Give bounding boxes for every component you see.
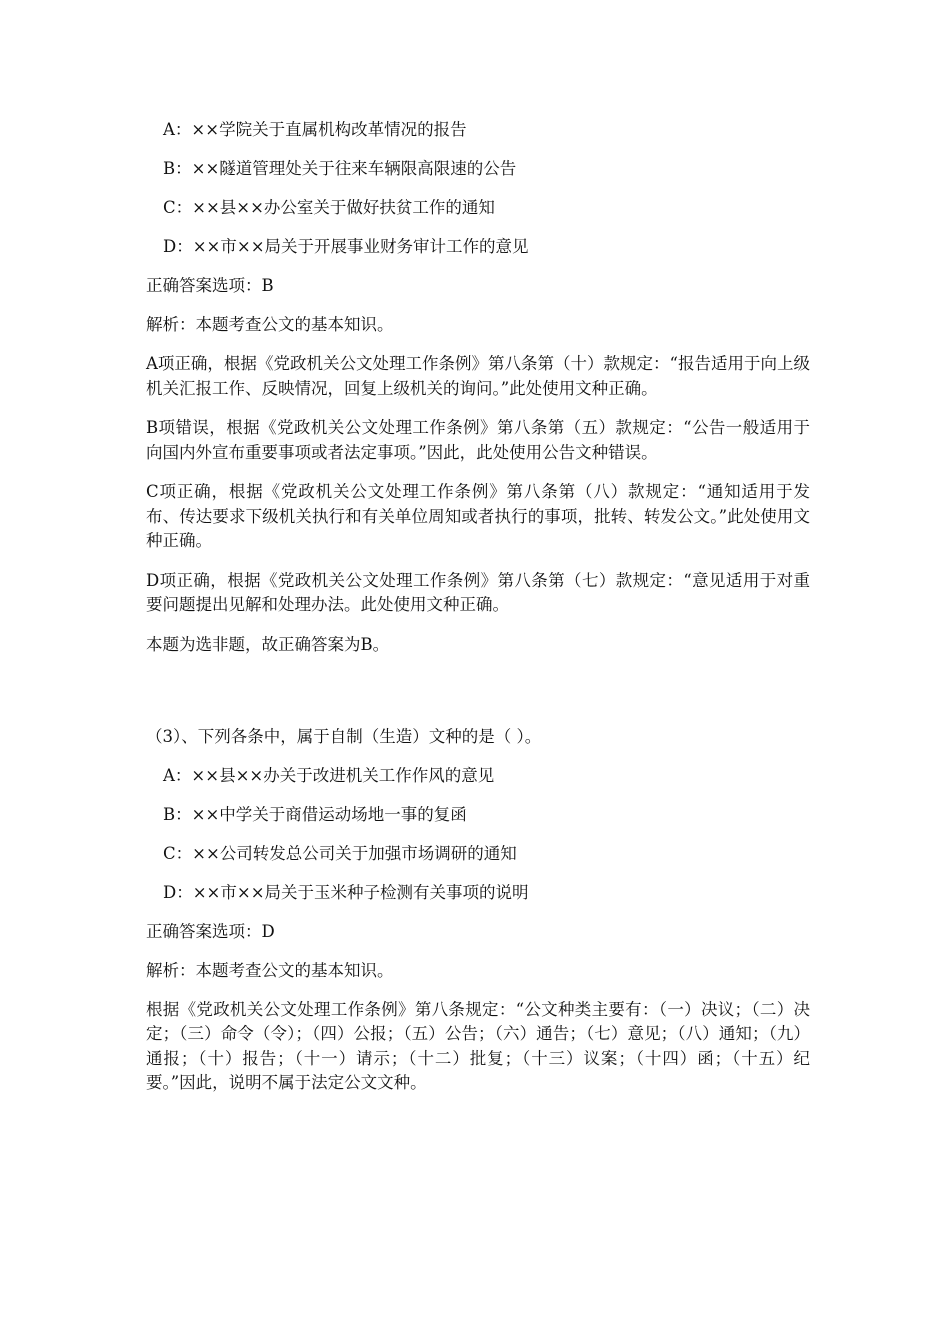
q2-analysis-intro: 解析：本题考查公文的基本知识。: [146, 315, 394, 334]
q2-option-d: D：××市××局关于开展事业财务审计工作的意见: [163, 237, 529, 256]
q3-paragraph: 根据《党政机关公文处理工作条例》第八条规定：“公文种类主要有：（一）决议；（二）决定；（三）命令（令）；（四）公报；（五）公告；（六）通告；（七）意见；（八）通知；（九）通报；（十）报告；（十一）请示；（十二）批复；（十三）议案；（十四）函；（十五）纪要。”因此，说明不属于法定公文文种。: [146, 999, 810, 1092]
q2-paragraph-b: B项错误，根据《党政机关公文处理工作条例》第八条第（五）款规定：“公告一般适用于向国内外宣布重要事项或者法定事项。”因此，此处使用公告文种错误。: [146, 418, 810, 462]
q2-answer: 正确答案选项：B: [146, 276, 274, 295]
q2-paragraph-c: C项正确，根据《党政机关公文处理工作条例》第八条第（八）款规定：“通知适用于发布、传达要求下级机关执行和有关单位周知或者执行的事项，批转、转发公文。”此处使用文种正确。: [146, 482, 810, 550]
q3-analysis-intro: 解析：本题考查公文的基本知识。: [146, 960, 394, 980]
q2-paragraph-d: D项正确，根据《党政机关公文处理工作条例》第八条第（七）款规定：“意见适用于对重要问题提出见解和处理办法。此处使用文种正确。: [146, 570, 810, 614]
q2-option-b: B：××隧道管理处关于往来车辆限高限速的公告: [163, 159, 517, 178]
q3-option-d: D：××市××局关于玉米种子检测有关事项的说明: [163, 882, 529, 902]
section-spacer: [146, 657, 810, 725]
q2-paragraph-a: A项正确，根据《党政机关公文处理工作条例》第八条第（十）款规定：“报告适用于向上级机关汇报工作、反映情况，回复上级机关的询问。”此处使用文种正确。: [146, 354, 810, 398]
q2-option-c: C：××县××办公室关于做好扶贫工作的通知: [163, 198, 495, 217]
q2-option-a: A：××学院关于直属机构改革情况的报告: [163, 120, 467, 139]
q3-option-b: B：××中学关于商借运动场地一事的复函: [163, 804, 467, 824]
q3-answer: 正确答案选项：D: [146, 921, 275, 941]
q3-option-c: C：××公司转发总公司关于加强市场调研的通知: [163, 843, 517, 863]
document-page: [146, 118, 810, 1096]
q3-question: （3）、下列各条中，属于自制（生造）文种的是（ ）。: [146, 726, 542, 746]
q3-option-a: A：××县××办关于改进机关工作作风的意见: [163, 765, 495, 785]
q2-conclusion: 本题为选非题，故正确答案为B。: [146, 634, 390, 654]
